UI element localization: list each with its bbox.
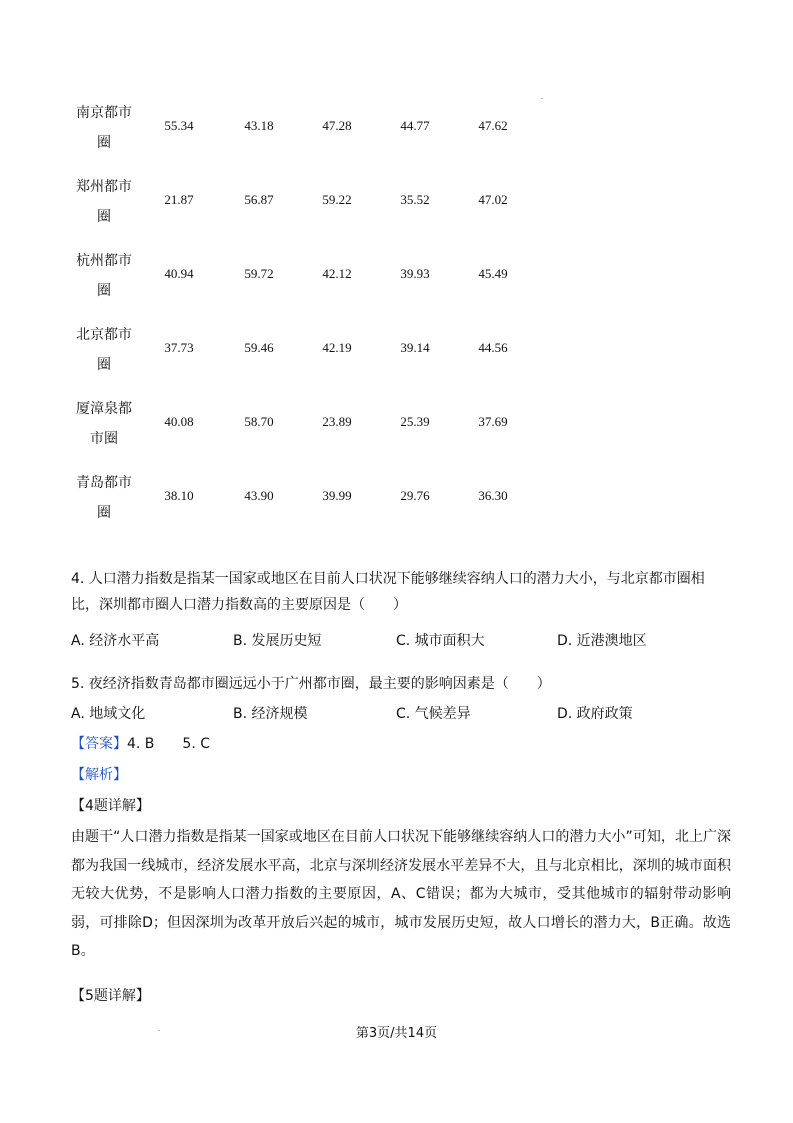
answer-label: 【答案】: [71, 736, 127, 752]
table-cell: 56.87: [244, 192, 274, 207]
table-row: [60, 96, 540, 170]
table-cell: 47.62: [478, 118, 508, 133]
table-cell: 39.14: [400, 340, 430, 355]
option-c: C. 气候差异: [396, 706, 471, 722]
scan-speck: [158, 1030, 160, 1031]
table-cell: 23.89: [322, 414, 352, 429]
table-cell: 37.73: [164, 340, 194, 355]
option-b: B. 发展历史短: [233, 633, 322, 649]
table-cell: 40.94: [164, 266, 194, 281]
table-row: [60, 466, 540, 540]
table-cell: 59.22: [322, 192, 352, 207]
row-name: 杭州都市圈: [76, 253, 132, 299]
question-4-text: 4. 人口潜力指数是指某一国家或地区在目前人口状况下能够继续容纳人口的潜力大小，与北京都市圈相比，深圳都市圈人口潜力指数高的主要原因是（ ）: [71, 571, 705, 613]
table-cell: 39.93: [400, 266, 430, 281]
row-name: 郑州都市圈: [76, 179, 132, 225]
table-cell: 25.39: [400, 414, 430, 429]
row-name: 南京都市圈: [76, 105, 132, 151]
option-b: B. 经济规模: [233, 706, 308, 722]
question-4-options: [71, 629, 731, 653]
table-cell: 43.18: [244, 118, 274, 133]
table-cell: 37.69: [478, 414, 508, 429]
detail-5-label: 【5题详解】: [71, 988, 150, 1004]
table-cell: 38.10: [164, 488, 194, 503]
table-cell: 36.30: [478, 488, 508, 503]
option-a: A. 经济水平高: [71, 633, 160, 649]
table-row: [60, 244, 540, 318]
table-cell: 43.90: [244, 488, 274, 503]
table-cell: 59.72: [244, 266, 274, 281]
table-cell: 29.76: [400, 488, 430, 503]
table-cell: 58.70: [244, 414, 274, 429]
question-5-options: [71, 702, 731, 726]
table-row: [60, 318, 540, 392]
table-cell: 55.34: [164, 118, 194, 133]
table-cell: 44.77: [400, 118, 430, 133]
option-d: D. 政府政策: [557, 706, 633, 722]
option-d: D. 近港澳地区: [557, 633, 647, 649]
row-name: 北京都市圈: [76, 327, 132, 373]
table-row: [60, 170, 540, 244]
table-cell: 21.87: [164, 192, 194, 207]
table-cell: 45.49: [478, 266, 508, 281]
table-cell: 42.19: [322, 340, 352, 355]
data-table: [60, 96, 540, 540]
table-row: [60, 392, 540, 466]
scan-speck: [541, 98, 543, 99]
answer-text: 4. B 5. C: [127, 736, 210, 752]
option-a: A. 地域文化: [71, 706, 146, 722]
option-c: C. 城市面积大: [396, 633, 485, 649]
answer-line: [71, 733, 210, 755]
detail-4-text: 由题干“人口潜力指数是指某一国家或地区在目前人口状况下能够继续容纳人口的潜力大小”可知，北上广深都为我国一线城市，经济发展水平高，北京与深圳经济发展水平差异不大，且与北京相比，深圳的城市面积无较大优势，不是影响人口潜力指数的主要原因，A、C错误；都为大城市，受其他城市的辐射带动影响弱，可排除D；但因深圳为改革开放后兴起的城市，城市发展历史短，故人口增长的潜力大，B正确。故选B。: [71, 829, 731, 959]
table-cell: 35.52: [400, 192, 430, 207]
table-cell: 44.56: [478, 340, 508, 355]
table-cell: 40.08: [164, 414, 194, 429]
question-5-text: 5. 夜经济指数青岛都市圈远远小于广州都市圈，最主要的影响因素是（ ）: [71, 676, 551, 692]
table-cell: 47.28: [322, 118, 352, 133]
page-footer: 第3页/共14页: [355, 1026, 438, 1041]
table-cell: 47.02: [478, 192, 508, 207]
analysis-label: 【解析】: [71, 767, 127, 783]
table-cell: 42.12: [322, 266, 352, 281]
table-cell: 39.99: [322, 488, 352, 503]
table-cell: 59.46: [244, 340, 274, 355]
row-name: 厦漳泉都市圈: [76, 401, 132, 447]
row-name: 青岛都市圈: [76, 475, 132, 521]
detail-4-label: 【4题详解】: [71, 798, 150, 814]
